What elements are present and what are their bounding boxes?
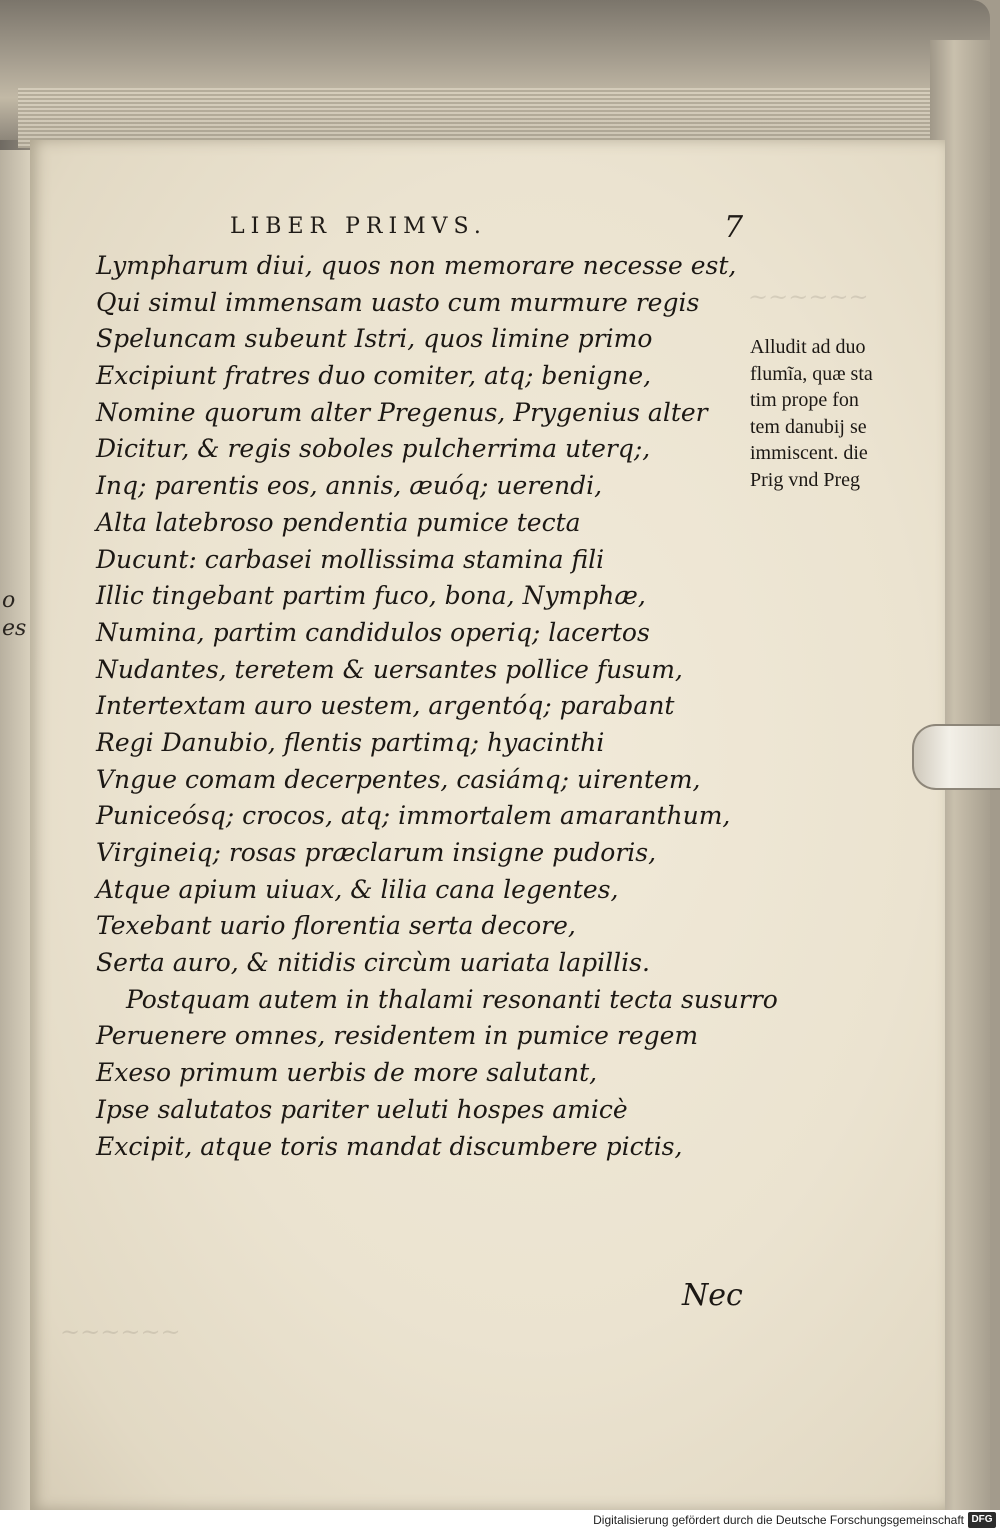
verse-line: Alta latebroso pendentia pumice tecta [96, 507, 581, 537]
footer-credit: Digitalisierung gefördert durch die Deutsche Forschungsgemeinschaft [593, 1513, 964, 1527]
marginal-note-line: Alludit ad duo [750, 336, 866, 358]
page-edges [18, 88, 968, 148]
verse-line: Regi Danubio, flentis partimq; hyacinthi [96, 727, 605, 757]
verse-line: Ipse salutatos pariter ueluti hospes amicè [96, 1094, 628, 1124]
verse-line: Postquam autem in thalami resonanti tecta susurro [126, 984, 778, 1014]
verse-block [96, 248, 778, 1165]
marginal-note-line: tim prope fon [750, 389, 859, 411]
verse-line: Intertextam auro uestem, argentóq; parabant [96, 691, 675, 721]
marginal-note-line: flumĩa, quæ sta [750, 362, 873, 385]
verse-line: Dicitur, & regis soboles pulcherrima uterq;, [96, 434, 651, 464]
footer-bar [0, 1510, 1000, 1531]
verse-line: Illic tingebant partim fuco, bona, Nymphæ, [96, 581, 646, 611]
verse-line: Puniceósq; crocos, atq; immortalem amaranthum, [96, 801, 731, 831]
dfg-logo: DFG [968, 1512, 996, 1528]
verse-line: Exeso primum uerbis de more salutant, [96, 1058, 598, 1088]
verse-line: Serta auro, & nitidis circùm uariata lapillis. [96, 948, 650, 978]
verse-line: Inq; parentis eos, annis, æuóq; uerendi, [96, 471, 603, 501]
page-number: 7 [724, 210, 744, 245]
facing-page-edge [0, 150, 34, 1510]
verse-line: Virgineiq; rosas præclarum insigne pudoris, [96, 838, 657, 867]
verse-line: Atque apium uiuax, & lilia cana legentes, [96, 874, 619, 904]
marginal-note-line: Prig vnd Preg [750, 468, 860, 491]
bookmark-tab [912, 724, 1000, 790]
verse-line: Peruenere omnes, residentem in pumice regem [96, 1021, 699, 1051]
verse-line: Lympharum diui, quos non memorare necesse est, [96, 251, 737, 280]
catchword: Nec [682, 1278, 743, 1313]
verse-line: Numina, partim candidulos operiq; lacertos [96, 617, 650, 647]
verse-line: Qui simul immensam uasto cum murmure regis [96, 287, 700, 317]
verse-line: Nomine quorum alter Pregenus, Prygenius alter [96, 397, 708, 427]
marginal-note-line: tem danubij se [750, 415, 867, 438]
show-through-text: ~~~~~~ [748, 283, 869, 311]
facing-page-fragment: o [2, 588, 16, 613]
running-head: LIBER PRIMVS. [230, 214, 487, 239]
verse-line: Speluncam subeunt Istri, quos limine primo [96, 324, 653, 354]
marginal-note [750, 334, 900, 493]
show-through-text: ~~~~~~ [60, 1318, 181, 1346]
verse-line: Excipiunt fratres duo comiter, atq; benigne, [96, 361, 652, 391]
marginal-note-line: immiscent. die [750, 442, 868, 464]
verse-line: Nudantes, teretem & uersantes pollice fusum, [96, 654, 683, 684]
facing-page-fragment: es [2, 616, 27, 641]
verse-line: Texebant uario florentia serta decore, [96, 911, 576, 941]
verse-line: Ducunt: carbasei mollissima stamina fili [96, 544, 605, 574]
verse-line: Excipit, atque toris mandat discumbere pictis, [96, 1131, 683, 1161]
verse-line: Vngue comam decerpentes, casiámq; uirentem, [96, 764, 701, 794]
